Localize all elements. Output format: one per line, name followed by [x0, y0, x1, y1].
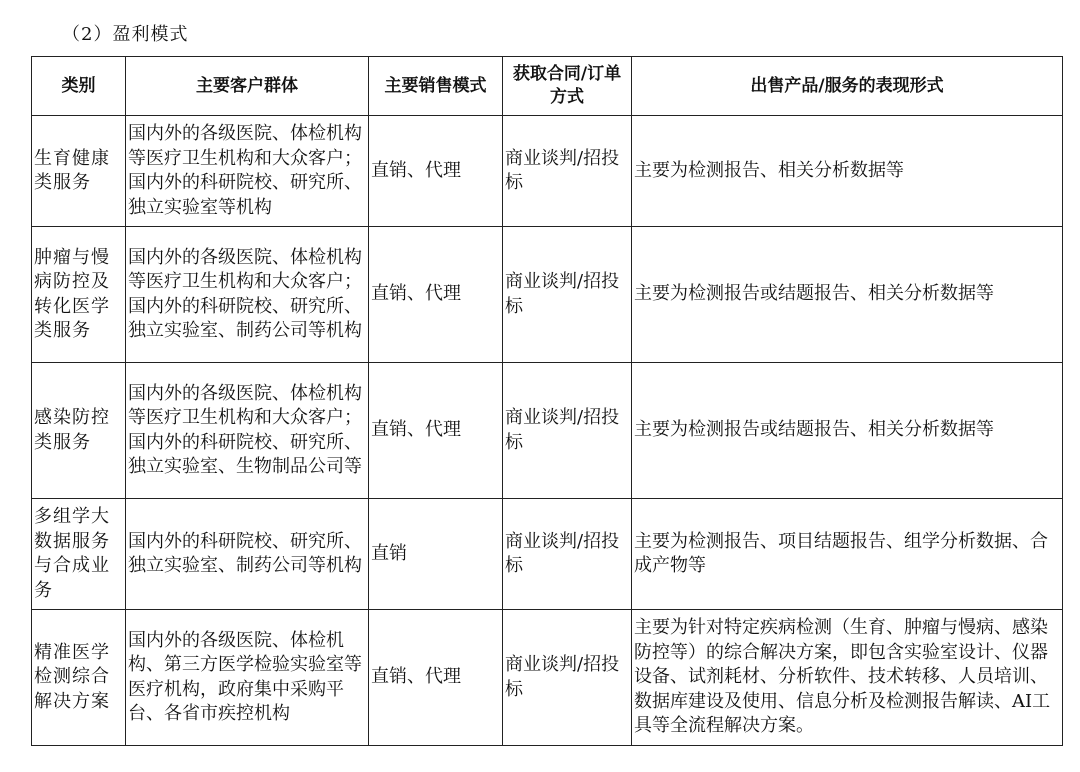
- header-category: 类别: [32, 57, 126, 116]
- cell-product-form: 主要为检测报告或结题报告、相关分析数据等: [632, 363, 1063, 499]
- cell-contract-method: 商业谈判/招投标: [503, 363, 632, 499]
- cell-category: 感染防控类服务: [32, 363, 126, 499]
- table-header-row: [32, 57, 1063, 116]
- cell-category: 精准医学检测综合解决方案: [32, 610, 126, 746]
- profit-model-table: [31, 56, 1063, 746]
- table-row: [32, 116, 1063, 227]
- cell-product-form: 主要为检测报告、相关分析数据等: [632, 116, 1063, 227]
- cell-contract-method: 商业谈判/招投标: [503, 610, 632, 746]
- cell-customers: 国内外的各级医院、体检机构等医疗卫生机构和大众客户；国内外的科研院校、研究所、独立实验室、生物制品公司等: [126, 363, 369, 499]
- table-row: [32, 363, 1063, 499]
- header-product-form: 出售产品/服务的表现形式: [632, 57, 1063, 116]
- cell-sales-mode: 直销、代理: [369, 610, 503, 746]
- cell-category: 肿瘤与慢病防控及转化医学类服务: [32, 227, 126, 363]
- cell-product-form: 主要为检测报告或结题报告、相关分析数据等: [632, 227, 1063, 363]
- header-contract-method: 获取合同/订单方式: [503, 57, 632, 116]
- header-customers: 主要客户群体: [126, 57, 369, 116]
- cell-customers: 国内外的科研院校、研究所、独立实验室、制药公司等机构: [126, 499, 369, 610]
- table-row: [32, 499, 1063, 610]
- header-sales-mode: 主要销售模式: [369, 57, 503, 116]
- section-title: （2）盈利模式: [62, 24, 189, 45]
- cell-sales-mode: 直销、代理: [369, 363, 503, 499]
- cell-sales-mode: 直销、代理: [369, 227, 503, 363]
- cell-sales-mode: 直销、代理: [369, 116, 503, 227]
- cell-contract-method: 商业谈判/招投标: [503, 116, 632, 227]
- cell-customers: 国内外的各级医院、体检机构、第三方医学检验实验室等医疗机构，政府集中采购平台、各省市疾控机构: [126, 610, 369, 746]
- cell-sales-mode: 直销: [369, 499, 503, 610]
- cell-product-form: 主要为检测报告、项目结题报告、组学分析数据、合成产物等: [632, 499, 1063, 610]
- cell-category: 多组学大数据服务与合成业务: [32, 499, 126, 610]
- cell-product-form: 主要为针对特定疾病检测（生育、肿瘤与慢病、感染防控等）的综合解决方案，即包含实验室设计、仪器设备、试剂耗材、分析软件、技术转移、人员培训、数据库建设及使用、信息分析及检测报告解读、AI工具等全流程解决方案。: [632, 610, 1063, 746]
- cell-customers: 国内外的各级医院、体检机构等医疗卫生机构和大众客户；国内外的科研院校、研究所、独立实验室、制药公司等机构: [126, 227, 369, 363]
- cell-customers: 国内外的各级医院、体检机构等医疗卫生机构和大众客户；国内外的科研院校、研究所、独立实验室等机构: [126, 116, 369, 227]
- table-row: [32, 227, 1063, 363]
- cell-contract-method: 商业谈判/招投标: [503, 227, 632, 363]
- cell-contract-method: 商业谈判/招投标: [503, 499, 632, 610]
- cell-category: 生育健康类服务: [32, 116, 126, 227]
- table-row: [32, 610, 1063, 746]
